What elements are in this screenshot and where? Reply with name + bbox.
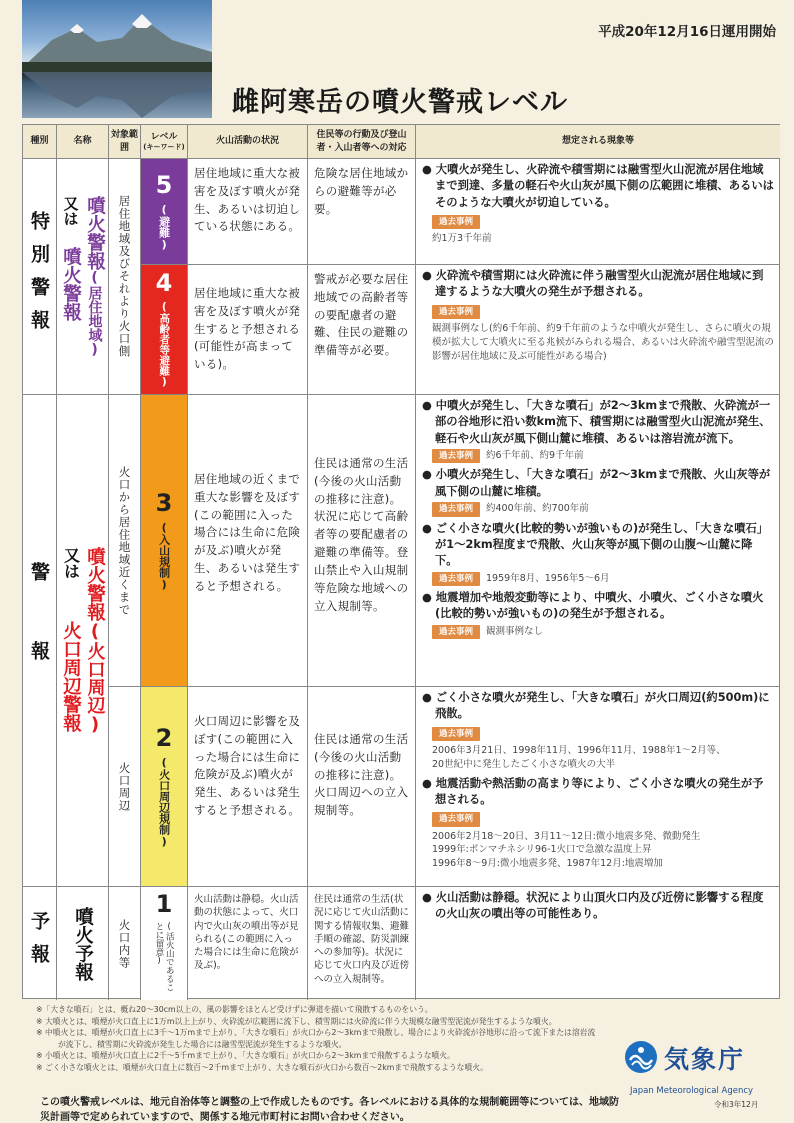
- name-forecast-1: 噴火予報: [72, 906, 94, 981]
- past-cases: [432, 625, 774, 639]
- past-label: 過去事例: [432, 727, 480, 741]
- level-5-events: [416, 159, 780, 265]
- name-special-1: 噴火警報: [84, 195, 106, 270]
- category-warning: 警報: [23, 395, 57, 887]
- level-5-activity: 居住地域に重大な被害を及ぼす噴火が発生、あるいは切迫している状態にある。: [188, 159, 308, 265]
- past-text: 約6千年前、約9千年前: [486, 450, 584, 462]
- footnote: ※ 小噴火とは、噴煙が火口直上に2千～5千mまで上がり、「大きな噴石」が火口から2～3kmまで飛散するような噴火。: [36, 1051, 455, 1061]
- past-cases: [432, 810, 774, 871]
- level-label: レベル: [150, 131, 178, 142]
- event-item: ● 大噴火が発生し、火砕流や積雪期には融雪型火山泥流が居住地域まで到達、多量の軽石や火山灰が風下側の広範囲に堆積、あるいはそのような大噴火が切迫している。: [422, 163, 774, 209]
- agency-date: 令和3年12月: [714, 1100, 759, 1109]
- past-label: 過去事例: [432, 625, 480, 639]
- footer-note: この噴火警戒レベルは、地元自治体等と調整の上で作成したものです。各レベルにおける具体的な規制範囲等については、地域防災計画等で定められていますので、関係する地元市町村にお問い合わせください。: [40, 1097, 619, 1123]
- past-label: 過去事例: [432, 215, 480, 229]
- volcano-photo: [22, 0, 212, 118]
- col-header-name: 名称: [57, 125, 109, 159]
- footnote: ※ 大噴火とは、噴煙が火口直上に1万m以上上がり、火砕流が広範囲に流下し、積雪期には火砕流に伴う大規模な融雪型泥流が発生するような噴火。: [36, 1016, 557, 1026]
- past-text: 1996年8～9月:微小地震多発、1987年12月:地震増加: [432, 858, 663, 870]
- past-label: 過去事例: [432, 572, 480, 586]
- jma-logo-icon: [624, 1040, 658, 1074]
- past-cases: [432, 449, 774, 463]
- event-text: 地震活動や熱活動の高まり等により、ごく小さな噴火の発生が予想される。: [435, 776, 764, 806]
- past-label: 過去事例: [432, 812, 480, 826]
- level-4-number: 4: [155, 269, 173, 297]
- name-warning-2: 火口周辺警報: [60, 620, 82, 732]
- event-text: 火山活動は静穏。状況により山頂火口内及び近傍に影響する程度の火山灰の噴出等の可能性あり。: [435, 891, 764, 921]
- warning-level-table: [22, 124, 780, 999]
- past-text: 1999年:ポンマチネシリ96-1火口で急激な温度上昇: [432, 844, 652, 856]
- past-cases: [432, 572, 774, 586]
- event-item: ● 火砕流や積雪期には火砕流に伴う融雪型火山泥流が居住地域に到達するような大噴火の発生が予想される。: [422, 269, 764, 299]
- name-special-2: 噴火警報: [60, 246, 82, 321]
- level-3-number: 3: [155, 488, 173, 517]
- level-2-keyword: (火口周辺規制): [157, 755, 171, 848]
- level-5-response: 危険な居住地域からの避難等が必要。: [308, 159, 416, 265]
- past-text: 1959年8月、1956年5～6月: [486, 572, 610, 584]
- level-4-activity: 居住地域に重大な被害を及ぼす噴火が発生すると予想される(可能性が高まっている)。: [188, 265, 308, 395]
- col-header-events: 想定される現象等: [416, 125, 780, 159]
- event-item: ● 中噴火が発生し、「大きな噴石」が2～3kmまで飛散、火砕流が一部の谷地形に沿い数km流下、積雪期には融雪型火山泥流が発生、軽石や火山灰が風下側山麓に堆積、あるいは溶岩流が流下。: [422, 399, 771, 445]
- level-3-response: 住民は通常の生活(今後の火山活動の推移に注意)。状況に応じて高齢者等の要配慮者の避難の準備等。登山禁止や入山規制等危険な地域への立入規制等。: [308, 395, 416, 687]
- past-cases: [432, 213, 774, 246]
- footnote: ※「大きな噴石」とは、概ね20～30cm以上の、風の影響をほとんど受けずに弾道を描いて飛散するものをいう。: [36, 1005, 433, 1014]
- level-5-keyword: (避難): [157, 202, 171, 251]
- footnotes: [36, 1004, 596, 1073]
- col-header-response: 住民等の行動及び登山者・入山者等への対応: [308, 125, 416, 159]
- event-text: 地震増加や地殻変動等により、中噴火、小噴火、ごく小さな噴火(比較的勢いが強いもの)の発生が予想される。: [435, 590, 764, 621]
- name-warning: [57, 395, 109, 887]
- level-1-keyword: (活火山であることに留意): [154, 921, 175, 991]
- level-2-events: [416, 687, 780, 887]
- level-3-keyword: (入山規制): [157, 520, 171, 591]
- col-header-category: 種別: [23, 125, 57, 159]
- level-1-badge: [141, 887, 188, 1000]
- category-forecast: 予報: [23, 887, 57, 1000]
- level-4-badge: [141, 265, 188, 395]
- past-text: 観測事例なし: [486, 625, 544, 637]
- past-cases: [432, 303, 774, 364]
- level-4-events: [416, 265, 780, 395]
- name-warning-or: 又は: [61, 546, 81, 579]
- level-1-activity: 火山活動は静穏。火山活動の状態によって、火口内で火山灰の噴出等が見られる(この範囲に入った場合には生命に危険が及ぶ)。: [188, 887, 308, 1000]
- name-forecast: [57, 887, 109, 1000]
- level-3-events: [416, 395, 780, 687]
- target-crater-area: 火口周辺: [109, 687, 141, 887]
- footnote: ※ ごく小さな噴火とは、噴煙が火口直上に数百～2千mまで上がり、大きな噴石が火口から数百～2kmまで飛散するような噴火。: [36, 1062, 488, 1072]
- name-special: [57, 159, 109, 395]
- past-text: 2006年3月21日、1998年11月、1996年11月、1988年1～2月等、: [432, 745, 726, 757]
- agency-block: [624, 1032, 784, 1112]
- event-text: 大噴火が発生し、火砕流や積雪期には融雪型火山泥流が居住地域まで到達、多量の軽石や火山灰が風下側の広範囲に堆積、あるいはそのような大噴火が切迫している。: [435, 163, 774, 209]
- name-warning-1: 噴火警報: [84, 546, 106, 621]
- level-2-number: 2: [155, 723, 173, 752]
- col-header-target: 対象範囲: [109, 125, 141, 159]
- category-special: 特別警報: [23, 159, 57, 395]
- event-text: 中噴火が発生し、「大きな噴石」が2～3kmまで飛散、火砕流が一部の谷地形に沿い数km流下、積雪期には融雪型火山泥流が発生、軽石や火山灰が風下側山麓に堆積、あるいは溶岩流が流下。: [435, 399, 771, 445]
- event-text: ごく小さな噴火が発生し、「大きな噴石」が火口周辺(約500m)に飛散。: [435, 691, 770, 721]
- target-near-residential: 火口から居住地域近くまで: [109, 395, 141, 687]
- past-label: 過去事例: [432, 305, 480, 319]
- level-5-badge: [141, 159, 188, 265]
- target-in-crater: 火口内等: [109, 887, 141, 1000]
- event-text: ごく小さな噴火(比較的勢いが強いもの)が発生し、「大きな噴石」が1～2km程度まで飛散、火山灰等が風下側の山腹～山麓に降下。: [435, 521, 769, 568]
- target-residential: 居住地域及びそれより火口側: [109, 159, 141, 395]
- level-4-response: 警戒が必要な居住地域での高齢者等の要配慮者の避難、住民の避難の準備等が必要。: [308, 265, 416, 395]
- event-item: ● ごく小さな噴火が発生し、「大きな噴石」が火口周辺(約500m)に飛散。: [422, 691, 770, 721]
- level-1-response: 住民は通常の生活(状況に応じて火山活動に関する情報収集、避難手順の確認、防災訓練への参加等)。状況に応じて火口内及び近傍への立入規制等。: [308, 887, 416, 1000]
- level-2-response: 住民は通常の生活(今後の火山活動の推移に注意)。火口周辺への立入規制等。: [308, 687, 416, 887]
- page-title: 雌阿寒岳の噴火警戒レベル: [232, 87, 568, 118]
- name-warning-paren: (火口周辺): [84, 620, 106, 735]
- level-4-keyword: (高齢者等避難): [158, 301, 171, 388]
- event-text: 火砕流や積雪期には火砕流に伴う融雪型火山泥流が居住地域に到達するような大噴火の発生が予想される。: [435, 269, 764, 299]
- level-1-events: [416, 887, 780, 1000]
- level-2-activity: 火口周辺に影響を及ぼす(この範囲に入った場合には生命に危険が及ぶ)噴火が発生、あるいは発生すると予想される。: [188, 687, 308, 887]
- past-cases: [432, 725, 774, 772]
- agency-name-jp: 気象庁: [664, 1045, 746, 1074]
- level-5-number: 5: [155, 170, 173, 199]
- col-header-activity: 火山活動の状況: [188, 125, 308, 159]
- footnote: ※ 中噴火とは、噴煙が火口直上に3千～1万mまで上がり、「大きな噴石」が火口から2～3kmまで飛散し、場合により火砕流が谷地形に沿って流下または溶岩流が流下し、積雪期に火砕流が発生した場合には融雪型泥流が発生するような噴火。: [36, 1028, 596, 1049]
- event-item: ● ごく小さな噴火(比較的勢いが強いもの)が発生し、「大きな噴石」が1～2km程度まで飛散、火山灰等が風下側の山腹～山麓に降下。: [422, 521, 769, 568]
- event-item: ● 火山活動は静穏。状況により山頂火口内及び近傍に影響する程度の火山灰の噴出等の可能性あり。: [422, 891, 764, 921]
- level-3-badge: [141, 395, 188, 687]
- keyword-label: (キーワード): [143, 142, 185, 151]
- past-text: 約400年前、約700年前: [486, 503, 589, 515]
- operation-start-date: 平成20年12月16日運用開始: [598, 24, 776, 40]
- name-special-paren: (居住地域): [86, 269, 103, 358]
- past-cases: [432, 502, 774, 516]
- event-text: 小噴火が発生し、「大きな噴石」が2～3kmまで飛散、火山灰等が風下側の山麓に堆積。: [435, 468, 771, 498]
- past-label: 過去事例: [432, 502, 480, 516]
- past-text: 約1万3千年前: [432, 233, 492, 245]
- level-2-badge: [141, 687, 188, 887]
- name-special-or: 又は: [61, 195, 80, 226]
- event-item: ● 地震増加や地殻変動等により、中噴火、小噴火、ごく小さな噴火(比較的勢いが強いもの)の発生が予想される。: [422, 590, 764, 621]
- past-label: 過去事例: [432, 449, 480, 463]
- past-text: 20世紀中に発生したごく小さな噴火の大半: [432, 758, 616, 770]
- past-text: 観測事例なし(約6千年前、約9千年前のような中噴火が発生し、さらに噴火の規模が拡大して大噴火に至る兆候がみられる場合、あるいは火砕流や融雪型泥流の影響が居住地域に及ぶ可能性がある場合): [432, 323, 775, 362]
- event-item: ● 地震活動や熱活動の高まり等により、ごく小さな噴火の発生が予想される。: [422, 776, 764, 806]
- col-header-level: [141, 125, 188, 159]
- level-3-activity: 居住地域の近くまで重大な影響を及ぼす(この範囲に入った場合には生命に危険が及ぶ)噴火が発生、あるいは発生すると予想される。: [188, 395, 308, 687]
- agency-name-en: Japan Meteorological Agency: [630, 1086, 754, 1096]
- past-text: 2006年2月18～20日、3月11～12日:微小地震多発、微動発生: [432, 830, 701, 842]
- level-1-number: 1: [155, 889, 173, 918]
- event-item: ● 小噴火が発生し、「大きな噴石」が2～3kmまで飛散、火山灰等が風下側の山麓に堆積。: [422, 468, 771, 498]
